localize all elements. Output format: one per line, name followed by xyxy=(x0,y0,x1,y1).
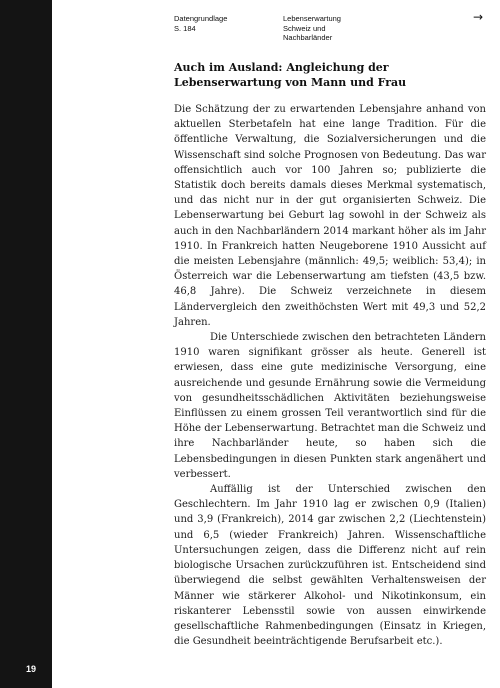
section-title: Auch im Ausland: Angleichung der Lebenserwartung von Mann und Frau xyxy=(174,61,407,89)
cross-reference-topic-line-1: Lebenserwartung xyxy=(283,14,341,23)
paragraph-3: Auffällig ist der Unterschied zwischen den Geschlechtern. Im Jahr 1910 lag er zwischen 0,9 (Italien) und 3,9 (Frankreich), 2014 gar zwischen 2,2 (Liechtenstein) und 6,5 (wieder Frankreich) Jahren. Wissenschaftliche Untersuchungen zeigen, dass die Differenz nicht auf rein biologische Ursachen zurückzuführen ist. Entscheidend sind überwiegend die selbst gewählten Verhaltensweisen der Männer wie stärkerer Alkohol- und Nikotinkonsum, ein riskanterer Lebensstil sowie von aussen einwirkende gesellschaftliche Rahmenbedingungen (Einsatz in Kriegen, die Gesundheit beeinträchtigende Berufsarbeit etc.). xyxy=(174,484,486,648)
page-number: 19 xyxy=(26,664,37,674)
article-body xyxy=(174,102,486,649)
paragraph-2: Die Unterschiede zwischen den betrachteten Ländern 1910 waren signifikant grösser als heute. Generell ist erwiesen, dass eine gute medizinische Versorgung, eine ausreichende und gesunde Ernährung sowie die Vermeidung von gesundheitsschädlichen Aktivitäten beziehungsweise Einflüssen zu einem grossen Teil verantwortlich sind für die Höhe der Lebenserwartung. Betrachtet man die Schweiz und ihre Nachbarländer heute, so haben sich die Lebensbedingungen in diesen Punkten stark angenähert und verbessert. xyxy=(174,332,486,480)
cross-reference-source-line: Datengrundlage xyxy=(174,14,228,23)
cross-reference-source[interactable] xyxy=(174,14,274,33)
cross-reference-topic[interactable] xyxy=(283,14,403,43)
cross-reference-topic-line-2: Schweiz und xyxy=(283,23,326,33)
paragraph-1: Die Schätzung der zu erwartenden Lebensjahre anhand von aktuellen Sterbetafeln hat eine lange Tradition. Für die öffentliche Verwaltung, die Sozialversicherungen und die Wissenschaft sind solche Prognosen von Bedeutung. Das war offensichtlich auch vor 100 Jahren so; publizierte die Statistik doch bereits damals dieses Merkmal systematisch, und das nicht nur in der gut organisierten Schweiz. Die Lebenserwartung bei Geburt lag sowohl in der Schweiz als auch in den Nachbarländern 2014 markant höher als im Jahr 1910. In Frankreich hatten Neugeborene 1910 Aussicht auf die meisten Lebensjahre (männlich: 49,5; weiblich: 53,4); in Österreich war die Lebenserwartung am tiefsten (43,5 bzw. 46,8 Jahre). Die Schweiz verzeichnete in diesem Ländervergleich den zweithöchsten Wert mit 49,3 und 52,2 Jahren. xyxy=(174,104,486,328)
cross-reference-source-page: S. 184 xyxy=(174,23,196,33)
page-sidebar xyxy=(0,0,52,688)
arrow-right-icon[interactable]: → xyxy=(473,10,484,24)
cross-reference-topic-line-3: Nachbarländer xyxy=(283,33,333,42)
